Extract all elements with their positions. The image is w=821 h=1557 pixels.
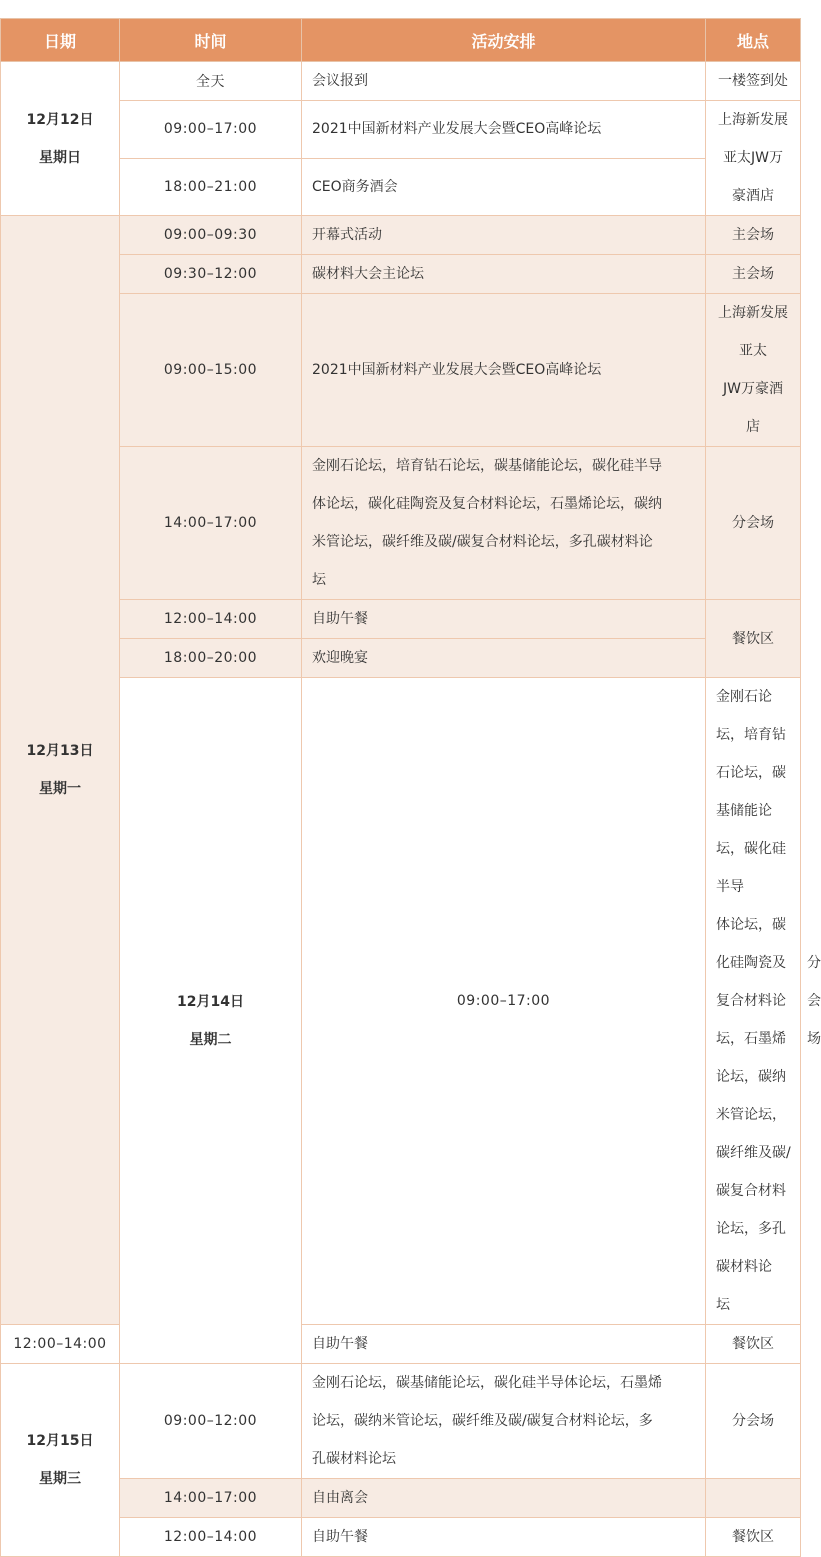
activity-cell: 欢迎晚宴 <box>302 639 706 678</box>
day-cell <box>1 216 120 1325</box>
table-row <box>1 216 801 255</box>
location-cell: 上海新发展 亚太 JW万豪酒 店 <box>706 294 801 447</box>
header-row <box>1 19 801 62</box>
time-cell: 12:00–14:00 <box>120 600 302 639</box>
table-row <box>1 600 801 639</box>
activity-cell: 自助午餐 <box>302 1518 706 1557</box>
day-date: 12月13日 <box>26 743 94 759</box>
activity-cell: 2021中国新材料产业发展大会暨CEO高峰论坛 <box>302 101 706 159</box>
activity-cell: CEO商务酒会 <box>302 158 706 216</box>
table-row <box>1 1518 801 1557</box>
day-date: 12月12日 <box>26 111 94 128</box>
location-cell: 主会场 <box>706 255 801 294</box>
time-cell: 12:00–14:00 <box>120 1518 302 1557</box>
activity-cell: 金刚石论坛，培育钻石论坛，碳基储能论坛，碳化硅半导 体论坛，碳化硅陶瓷及复合材料论坛，石墨烯论坛，碳纳 米管论坛，碳纤维及碳/碳复合材料论坛，多孔碳材料论 坛 <box>302 447 706 600</box>
location-cell: 分会场 <box>706 447 801 600</box>
activity-cell: 2021中国新材料产业发展大会暨CEO高峰论坛 <box>302 294 706 447</box>
activity-cell: 会议报到 <box>302 62 706 101</box>
location-cell: 餐饮区 <box>706 1325 801 1364</box>
time-cell: 14:00–17:00 <box>120 447 302 600</box>
table-row <box>1 62 801 101</box>
activity-cell: 碳材料大会主论坛 <box>302 255 706 294</box>
time-cell: 12:00–14:00 <box>1 1325 120 1364</box>
table-row <box>1 1479 801 1518</box>
day-weekday: 星期日 <box>39 149 81 166</box>
table-row <box>1 158 801 216</box>
header-location: 地点 <box>706 19 801 62</box>
table-row: 12月14日 星期二 09:00–17:00 金刚石论坛，培育钻石论坛，碳基储能论坛，碳化硅半导 体论坛，碳化硅陶瓷及复合材料论坛，石墨烯论坛，碳纳 米管论坛，碳纤维及碳/碳复合材料论坛，多孔碳材料论 坛 分会场 <box>1 678 801 1325</box>
location-cell: 餐饮区 <box>706 600 801 678</box>
location-cell: 主会场 <box>706 216 801 255</box>
activity-cell: 金刚石论坛，碳基储能论坛，碳化硅半导体论坛，石墨烯 论坛，碳纳米管论坛，碳纤维及碳/碳复合材料论坛，多 孔碳材料论坛 <box>302 1364 706 1479</box>
time-cell: 14:00–17:00 <box>120 1479 302 1518</box>
time-cell: 09:00–09:30 <box>120 216 302 255</box>
time-cell: 09:30–12:00 <box>120 255 302 294</box>
time-cell: 09:00–15:00 <box>120 294 302 447</box>
time-cell: 全天 <box>120 62 302 101</box>
day-cell <box>1 1364 120 1557</box>
location-cell: 一楼签到处 <box>706 62 801 101</box>
location-cell: 餐饮区 <box>706 1518 801 1557</box>
table-row <box>1 101 801 159</box>
location-cell: 分会场 <box>706 1364 801 1479</box>
activity-cell: 自助午餐 <box>302 600 706 639</box>
location-cell <box>706 1479 801 1518</box>
time-cell: 09:00–12:00 <box>120 1364 302 1479</box>
activity-cell: 自由离会 <box>302 1479 706 1518</box>
time-cell: 18:00–20:00 <box>120 639 302 678</box>
time-cell: 09:00–17:00 <box>302 678 706 1325</box>
table-row <box>1 255 801 294</box>
day-date: 12月15日 <box>26 1433 94 1449</box>
day-date: 12月14日 <box>177 993 244 1010</box>
table-row <box>1 639 801 678</box>
activity-cell: 自助午餐 <box>302 1325 706 1364</box>
header-activity: 活动安排 <box>302 19 706 62</box>
header-time: 时间 <box>120 19 302 62</box>
table-row <box>1 294 801 447</box>
activity-cell: 开幕式活动 <box>302 216 706 255</box>
day-weekday: 星期一 <box>39 781 81 797</box>
location-cell: 上海新发展 亚太JW万 豪酒店 <box>706 101 801 216</box>
time-cell: 09:00–17:00 <box>120 101 302 159</box>
day-weekday: 星期二 <box>189 1031 232 1048</box>
activity-cell: 金刚石论坛，培育钻石论坛，碳基储能论坛，碳化硅半导 体论坛，碳化硅陶瓷及复合材料论坛，石墨烯论坛，碳纳 米管论坛，碳纤维及碳/碳复合材料论坛，多孔碳材料论 坛 <box>706 678 801 1325</box>
day-cell <box>1 62 120 216</box>
table-row <box>1 1364 801 1479</box>
header-date: 日期 <box>1 19 120 62</box>
day-cell <box>120 678 302 1364</box>
table-row <box>1 447 801 600</box>
time-cell: 18:00–21:00 <box>120 158 302 216</box>
day-weekday: 星期三 <box>39 1471 81 1487</box>
schedule-table <box>0 18 821 1557</box>
